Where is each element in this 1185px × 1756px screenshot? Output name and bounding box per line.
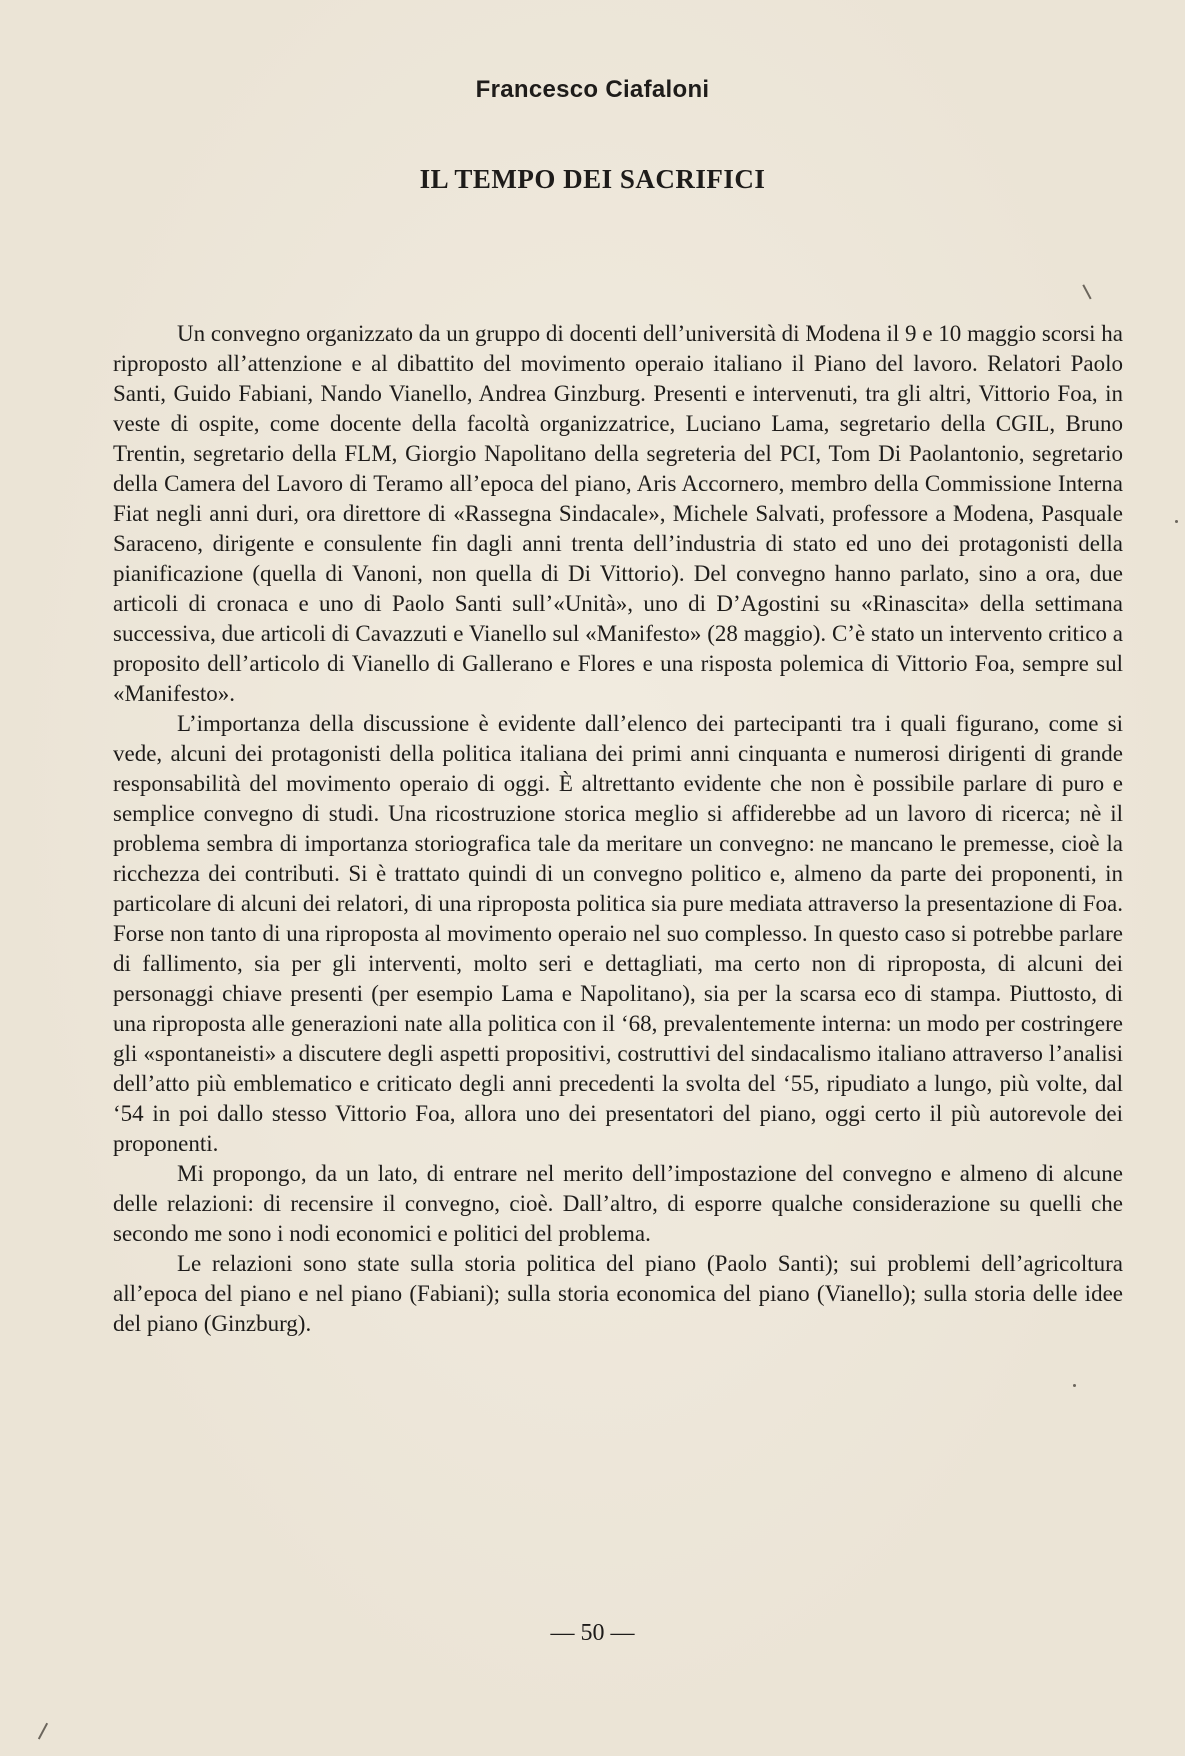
stray-dot-mark (1073, 1384, 1076, 1387)
article-title: IL TEMPO DEI SACRIFICI (419, 164, 766, 194)
paragraph-1: Un convegno organizzato da un gruppo di docenti dell’università di Modena il 9 e 10 maggio scorsi ha riproposto all’attenzione e al dibattito del movimento operaio italiano il Piano del lavoro. Relatori Paolo Santi, Guido Fabiani, Nando Vianello, Andrea Ginzburg. Presenti e intervenuti, tra gli altri, Vittorio Foa, in veste di ospite, come docente della facoltà organizzatrice, Luciano Lama, segretario della CGIL, Bruno Trentin, segretario della FLM, Giorgio Napolitano della segreteria del PCI, Tom Di Paolantonio, segretario della Camera del Lavoro di Teramo all’epoca del piano, Aris Accornero, membro della Commissione Interna Fiat negli anni duri, ora direttore di «Rassegna Sindacale», Michele Salvati, professore a Modena, Pasquale Saraceno, dirigente e consulente fin dagli anni trenta dell’industria di stato ed uno dei protagonisti della pianificazione (quella di Vanoni, non quella di Di Vittorio). Del convegno hanno parlato, sino a ora, due articoli di cronaca e uno di Paolo Santi sull’«Unità», uno di D’Agostini su «Rinascita» della settimana successiva, due articoli di Cavazzuti e Vianello sul «Manifesto» (28 maggio). C’è stato un intervento critico a proposito dell’articolo di Vianello di Gallerano e Flores e una risposta polemica di Vittorio Foa, sempre sul «Manifesto». (113, 321, 1123, 706)
stray-pencil-mark (38, 1723, 48, 1740)
stray-dot-mark (1175, 520, 1178, 523)
page-number: — 50 — (550, 1620, 635, 1646)
paragraph-2: L’importanza della discussione è evidente dall’elenco dei partecipanti tra i quali figurano, come si vede, alcuni dei protagonisti della politica italiana dei primi anni cinquanta e numerosi dirigenti di grande responsabilità del movimento operaio di oggi. È altrettanto evidente che non è possibile parlare di puro e semplice convegno di studi. Una ricostruzione storica meglio si affiderebbe ad un lavoro di ricerca; nè il problema sembra di importanza storiografica tale da meritare un convegno: ne mancano le premesse, cioè la ricchezza dei contributi. Si è trattato quindi di un convegno politico e, almeno da parte dei proponenti, in particolare di alcuni dei relatori, di una riproposta politica sia pure mediata attraverso la presentazione di Foa. Forse non tanto di una riproposta al movimento operaio nel suo complesso. In questo caso si potrebbe parlare di fallimento, sia per gli interventi, molto seri e dettagliati, ma certo non di riproposta, di alcuni dei personaggi chiave presenti (per esempio Lama e Napolitano), sia per la scarsa eco di stampa. Piuttosto, di una riproposta alle generazioni nate alla politica con il ‘68, prevalentemente interna: un modo per costringere gli «spontaneisti» a discutere degli aspetti propositivi, costruttivi del sindacalismo italiano attraverso l’analisi dell’atto più emblematico e criticato degli anni precedenti la svolta del ‘55, ripudiato a lungo, più volte, dal ‘54 in poi dallo stesso Vittorio Foa, allora uno dei presentatori del piano, oggi certo il più autorevole dei proponenti. (113, 711, 1123, 1156)
paragraph-4: Le relazioni sono state sulla storia politica del piano (Paolo Santi); sui problemi dell’agricoltura all’epoca del piano e nel piano (Fabiani); sulla storia economica del piano (Vianello); sulla storia delle idee del piano (Ginzburg). (113, 1251, 1123, 1336)
author-name: Francesco Ciafaloni (475, 76, 710, 103)
paragraph-3: Mi propongo, da un lato, di entrare nel merito dell’impostazione del convegno e almeno di alcune delle relazioni: di recensire il convegno, cioè. Dall’altro, di esporre qualche considerazione su quelli che secondo me sono i nodi economici e politici del problema. (113, 1161, 1123, 1246)
article-body (113, 319, 1123, 1339)
stray-pencil-mark (1082, 285, 1091, 300)
